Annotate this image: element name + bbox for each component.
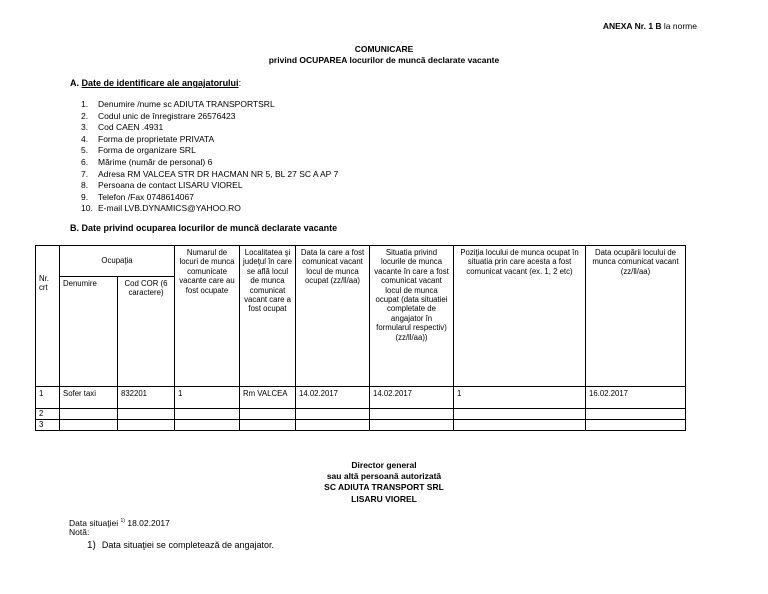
header-numarul: Numarul de locuri de munca comunicate vacante care au fost ocupate xyxy=(175,246,240,387)
cell-situatia: 14.02.2017 xyxy=(370,387,454,409)
table-row xyxy=(36,409,686,420)
cell-pozitia xyxy=(454,420,586,431)
cell-denumire: Sofer taxi xyxy=(60,387,118,409)
note-item: 1) Data situaţiei se completează de angajator. xyxy=(87,540,275,551)
cell-nr: 1 xyxy=(36,387,60,409)
cell-denumire xyxy=(60,409,118,420)
section-b-heading: B. Date privind ocuparea locurilor de muncă declarate vacante xyxy=(70,223,338,233)
header-denumire: Denumire xyxy=(60,277,118,387)
cell-pozitia xyxy=(454,409,586,420)
employer-details-list xyxy=(81,99,338,215)
cell-nr: 3 xyxy=(36,420,60,431)
document-subtitle: privind OCUPAREA locurilor de muncă declarate vacante xyxy=(268,55,500,65)
header-data-vacant: Data la care a fost comunicat vacant locul de munca ocupat (zz/ll/aa) xyxy=(296,246,370,387)
cell-localitate: Rm VALCEA xyxy=(240,387,296,409)
header-ocupatia: Ocupaţia xyxy=(60,246,175,277)
cell-data-vacant: 14.02.2017 xyxy=(296,387,370,409)
list-item: 9. Telefon /Fax 0748614067 xyxy=(81,191,194,202)
cell-cod xyxy=(118,409,175,420)
cell-data-ocuparii: 16.02.2017 xyxy=(586,387,686,409)
list-item: 4. Forma de proprietate PRIVATA xyxy=(81,133,215,144)
cell-cod: 832201 xyxy=(118,387,175,409)
table-row xyxy=(36,387,686,409)
cell-nr: 2 xyxy=(36,409,60,420)
cell-numar xyxy=(175,420,240,431)
list-item: 1. Denumire /nume sc ADIUTA TRANSPORTSRL xyxy=(81,99,275,109)
signature-name: LISARU VIOREL xyxy=(351,494,417,504)
header-localitatea: Localitatea şi judeţul în care se află locul de munca comunicat vacant care a fost ocupat xyxy=(240,246,296,387)
cell-localitate xyxy=(240,409,296,420)
cell-data-vacant xyxy=(296,420,370,431)
header-data-ocuparii: Data ocupării locului de munca comunicat vacant (zz/ll/aa) xyxy=(586,246,686,387)
note-label: Notă: xyxy=(69,527,90,537)
table-row xyxy=(36,420,686,431)
cell-pozitia: 1 xyxy=(454,387,586,409)
list-item: 10. E-mail LVB.DYNAMICS@YAHOO.RO xyxy=(81,203,241,214)
header-nr: Nr. crt xyxy=(36,246,60,387)
cell-localitate xyxy=(240,420,296,431)
vacancies-table xyxy=(35,245,686,431)
cell-data-ocuparii xyxy=(586,420,686,431)
header-situatia: Situatia privind locurile de munca vacante în care a fost comunicat vacant locul de munca ocupat (data situatiei completate de angajator în formularul respectiv) (zz/ll/aa)) xyxy=(370,246,454,387)
list-item: 3. Cod CAEN .4931 xyxy=(81,122,164,133)
header-cod: Cod COR (6 caractere) xyxy=(118,277,175,387)
cell-cod xyxy=(118,420,175,431)
situation-date: Data situaţiei $^{1)}$ 18.02.2017 xyxy=(69,517,170,528)
annex-label: ANEXA Nr. 1 B la norme xyxy=(602,21,697,31)
signature-title: Director general xyxy=(351,460,417,470)
section-a-heading: A. Date de identificare ale angajatorului: xyxy=(70,78,242,88)
cell-denumire xyxy=(60,420,118,431)
cell-situatia xyxy=(370,420,454,431)
signature-role: sau altă persoană autorizată xyxy=(326,471,442,481)
header-pozitia: Poziţia locului de munca ocupat în situatia prin care acesta a fost comunicat vacant (ex. 1, 2 etc) xyxy=(454,246,586,387)
list-item: 8. Persoana de contact LISARU VIOREL xyxy=(81,180,243,191)
cell-situatia xyxy=(370,409,454,420)
document-title: COMUNICARE xyxy=(354,44,414,54)
list-item: 6. Mărime (număr de personal) 6 xyxy=(81,156,213,167)
cell-numar xyxy=(175,409,240,420)
cell-data-vacant xyxy=(296,409,370,420)
list-item: 2. Codul unic de înregistrare 26576423 xyxy=(81,110,236,121)
cell-numar: 1 xyxy=(175,387,240,409)
list-item: 5. Forma de organizare SRL xyxy=(81,145,196,156)
cell-data-ocuparii xyxy=(586,409,686,420)
signature-company: SC ADIUTA TRANSPORT SRL xyxy=(324,482,444,492)
list-item: 7. Adresa RM VALCEA STR DR HACMAN NR 5, BL 27 SC A AP 7 xyxy=(81,168,339,179)
